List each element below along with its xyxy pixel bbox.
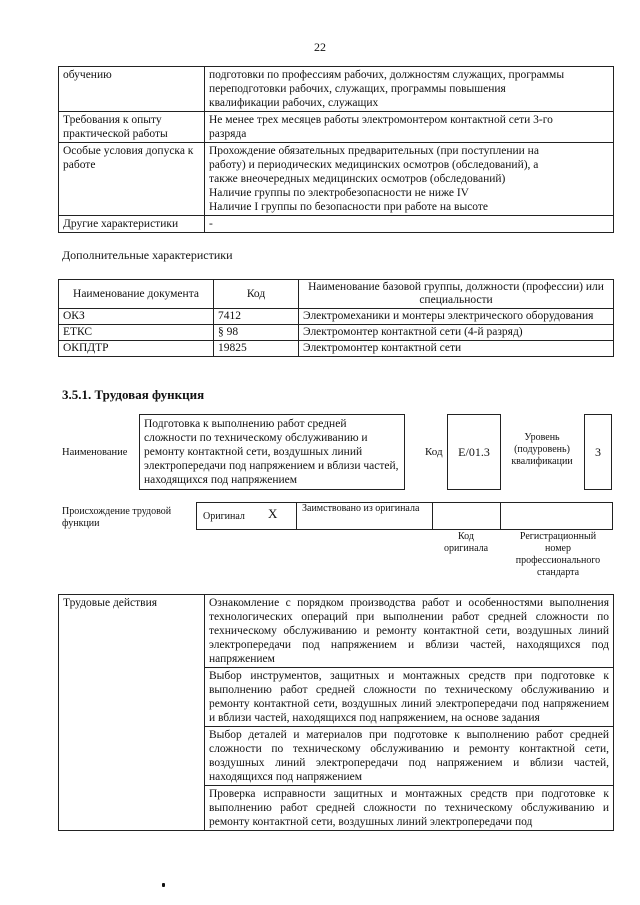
- table-row: [59, 595, 614, 668]
- function-name: Подготовка к выполнению работ средней сложности по техническому обслуживанию и ремонту контактной сети, воздушных линий электропередачи под напряжением и вблизи частей, находящихся под напряжением: [144, 418, 399, 486]
- divider: [500, 502, 501, 529]
- origin-label: Происхождение трудовой функции: [62, 506, 172, 529]
- speck-mark: [162, 883, 165, 887]
- labor-actions-table: [58, 594, 614, 831]
- row-label: обучению: [59, 67, 205, 112]
- action-item: Проверка исправности защитных и монтажных средств при подготовке к выполнению работ средней сложности по техническому обслуживанию и ремонту контактной сети, воздушных линий электропередачи под: [205, 786, 614, 831]
- action-item: Ознакомление с порядком производства работ и особенностями выполнения технологических операций при выполнении работ средней сложности по техническому обслуживанию и ремонту контактной сети, воздушных линий электропередачи под напряжением и вблизи частей, находящихся под напряжением: [205, 595, 614, 668]
- additional-table: [58, 279, 614, 357]
- action-item: Выбор инструментов, защитных и монтажных средств при подготовке к выполнению работ средней сложности по техническому обслуживанию и ремонту контактной сети, воздушных линий электропередачи под напряжением и вблизи частей, находящихся под напряжением, на основе задания: [205, 668, 614, 727]
- code-value: E/01.3: [458, 445, 490, 459]
- row-value: -: [205, 216, 614, 233]
- original-mark: X: [268, 506, 278, 521]
- table-header-row: [59, 280, 614, 309]
- code-original-caption: Код оригинала: [443, 531, 489, 554]
- table-row: [59, 216, 614, 233]
- row-value: Прохождение обязательных предварительных (при поступлении на работу) и периодических медицинских осмотров (обследований), а также внеочередных медицинских осмотров (обследований) Наличие группы по электробезопасности не ниже IV Наличие I группы по безопасности при работе на высоте: [205, 143, 614, 216]
- row-label: Другие характеристики: [59, 216, 205, 233]
- row-label: Требования к опыту практической работы: [59, 112, 205, 143]
- code-value-box: [447, 414, 501, 490]
- reg-number-caption: Регистрационный номер профессионального стандарта: [515, 531, 601, 578]
- table-row: [59, 112, 614, 143]
- action-item: Выбор деталей и материалов при подготовке к выполнению работ средней сложности по техническому обслуживанию и ремонту контактной сети, воздушных линий электропередачи под напряжением и вблизи частей, находящихся под напряжением: [205, 727, 614, 786]
- code-label: Код: [425, 446, 443, 458]
- section-title: Дополнительные характеристики: [62, 248, 233, 262]
- table-row: ЕТКС § 98 Электромонтер контактной сети (4-й разряд): [59, 325, 614, 341]
- actions-label: Трудовые действия: [59, 595, 205, 831]
- level-value: 3: [595, 445, 601, 459]
- header-code: Код: [214, 280, 299, 309]
- original-label: Оригинал: [203, 511, 245, 522]
- page-number: 22: [314, 40, 326, 54]
- row-value: Не менее трех месяцев работы электромонтером контактной сети 3-го разряда: [205, 112, 614, 143]
- function-name-box: [139, 414, 405, 490]
- header-name: Наименование базовой группы, должности (профессии) или специальности: [299, 280, 614, 309]
- table-row: [59, 143, 614, 216]
- table-row: [59, 67, 614, 112]
- function-heading: 3.5.1. Трудовая функция: [62, 387, 205, 402]
- table-row: ОКПДТР 19825 Электромонтер контактной сети: [59, 341, 614, 357]
- divider: [296, 502, 297, 529]
- borrowed-label: Заимствовано из оригинала: [302, 503, 420, 514]
- row-label: Особые условия допуска к работе: [59, 143, 205, 216]
- table-row: ОКЗ 7412 Электромеханики и монтеры электрического оборудования: [59, 309, 614, 325]
- level-label: Уровень (подуровень) квалификации: [511, 432, 573, 467]
- row-value: подготовки по профессиям рабочих, должностям служащих, программы переподготовки рабочих, служащих, программы повышения квалификации рабочих, служащих: [205, 67, 614, 112]
- level-value-box: [584, 414, 612, 490]
- header-doc: Наименование документа: [59, 280, 214, 309]
- divider: [432, 502, 433, 529]
- qualification-table: [58, 66, 614, 233]
- name-label: Наименование: [62, 447, 128, 458]
